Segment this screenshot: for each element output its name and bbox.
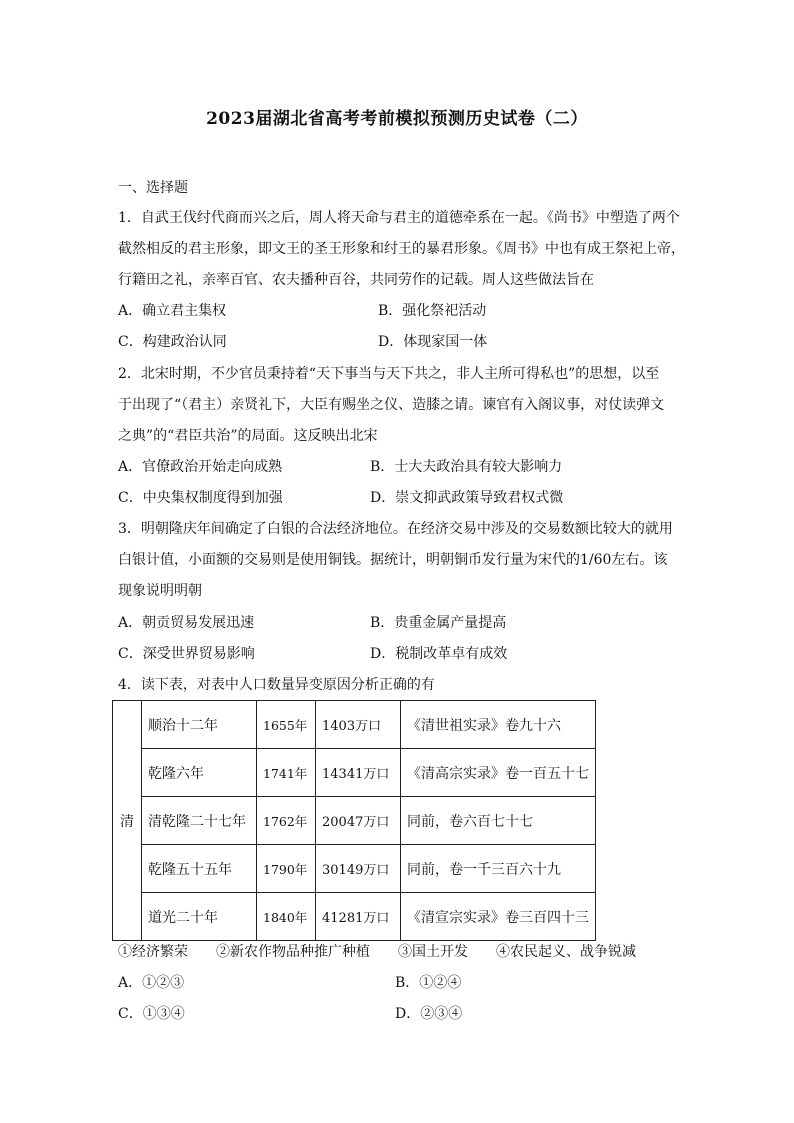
year-cell: 1840年	[257, 893, 316, 941]
question-4-option-a: A．①②③	[118, 975, 185, 991]
population-cell: 14341万口	[316, 749, 401, 797]
question-4-stem: 4．读下表，对表中人口数量异变原因分析正确的有	[118, 677, 435, 693]
population-cell: 20047万口	[316, 797, 401, 845]
question-1-line-2: 截然相反的君主形象，即文王的圣王形象和纣王的暴君形象。《周书》中也有成王祭祀上帝，	[118, 241, 685, 257]
page-title: 2023届湖北省高考考前模拟预测历史试卷（二）	[206, 109, 588, 129]
table-row	[113, 749, 596, 797]
question-4-items: ①经济繁荣 ②新农作物品种推广种植 ③国土开发 ④农民起义、战争锐减	[118, 944, 636, 960]
table-row	[113, 845, 596, 893]
reign-cell: 乾隆五十五年	[142, 845, 257, 893]
year-cell: 1762年	[257, 797, 316, 845]
question-3-option-c: C．深受世界贸易影响	[118, 646, 255, 662]
population-table	[112, 700, 596, 941]
table-row	[113, 797, 596, 845]
question-2-option-d: D．崇文抑武政策导致君权式微	[370, 490, 564, 506]
question-2-option-b: B．士大夫政治具有较大影响力	[370, 459, 563, 475]
question-2-option-c: C．中央集权制度得到加强	[118, 490, 283, 506]
question-4-option-c: C．①③④	[118, 1006, 185, 1022]
question-2-line-1: 2．北宋时期，不少官员秉持着“天下事当与天下共之，非人主所可得私也”的思想，以至	[118, 366, 660, 382]
reign-cell: 清乾隆二十七年	[142, 797, 257, 845]
question-4-option-b: B．①②④	[395, 975, 462, 991]
table-row	[113, 701, 596, 749]
population-cell: 1403万口	[316, 701, 401, 749]
population-cell: 41281万口	[316, 893, 401, 941]
question-1-option-d: D．体现家国一体	[378, 334, 488, 350]
question-2-line-2: 于出现了“（君主）亲贤礼下，大臣有赐坐之仪、造膝之请。谏官有入阁议事，对仗读弹文	[118, 397, 665, 413]
question-3-line-2: 白银计值，小面额的交易则是使用铜钱。据统计，明朝铜币发行量为宋代的1/60左右。该	[118, 552, 668, 568]
question-3-line-3: 现象说明明朝	[118, 583, 202, 599]
source-cell: 同前，卷六百七十七	[401, 797, 596, 845]
dynasty-cell: 清	[113, 701, 142, 941]
source-cell: 《清高宗实录》卷一百五十七	[401, 749, 596, 797]
section-heading: 一、选择题	[118, 180, 188, 196]
question-3-line-1: 3．明朝隆庆年间确定了白银的合法经济地位。在经济交易中涉及的交易数额比较大的就用	[118, 521, 673, 537]
source-cell: 同前，卷一千三百六十九	[401, 845, 596, 893]
question-2-line-3: 之典”的“君臣共治”的局面。这反映出北宋	[118, 428, 378, 444]
question-3-option-b: B．贵重金属产量提高	[370, 615, 507, 631]
table-row	[113, 893, 596, 941]
year-cell: 1655年	[257, 701, 316, 749]
question-2-option-a: A．官僚政治开始走向成熟	[118, 459, 283, 475]
population-cell: 30149万口	[316, 845, 401, 893]
year-cell: 1790年	[257, 845, 316, 893]
question-1-option-c: C．构建政治认同	[118, 334, 227, 350]
source-cell: 《清世祖实录》卷九十六	[401, 701, 596, 749]
reign-cell: 乾隆六年	[142, 749, 257, 797]
reign-cell: 顺治十二年	[142, 701, 257, 749]
question-1-option-b: B．强化祭祀活动	[378, 303, 487, 319]
question-1-option-a: A．确立君主集权	[118, 303, 227, 319]
question-1-line-1: 1．自武王伐纣代商而兴之后，周人将天命与君主的道德牵系在一起。《尚书》中塑造了两个	[118, 210, 680, 226]
question-3-option-d: D．税制改革卓有成效	[370, 646, 508, 662]
year-cell: 1741年	[257, 749, 316, 797]
question-4-option-d: D．②③④	[395, 1006, 463, 1022]
question-1-line-3: 行籍田之礼，亲率百官、农夫播种百谷，共同劳作的记载。周人这些做法旨在	[118, 272, 594, 288]
reign-cell: 道光二十年	[142, 893, 257, 941]
question-3-option-a: A．朝贡贸易发展迅速	[118, 615, 255, 631]
source-cell: 《清宣宗实录》卷三百四十三	[401, 893, 596, 941]
